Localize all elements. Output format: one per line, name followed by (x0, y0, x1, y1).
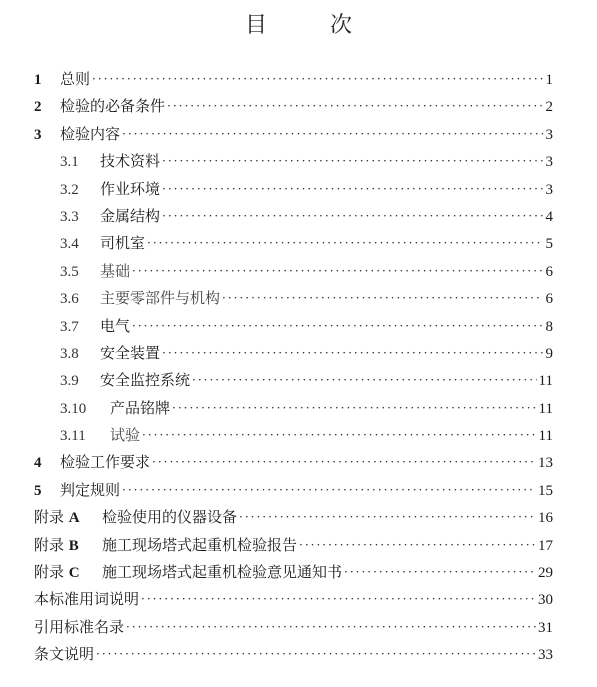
toc-entry-page: 4 (545, 208, 553, 225)
toc-entry-appendix-c[interactable] (0, 561, 597, 588)
toc-entry-label: 引用标准名录 (34, 617, 125, 636)
toc-entry-number: 3.5 (60, 263, 79, 280)
toc-entry-explanation[interactable] (0, 643, 597, 670)
toc-entry-appendix-b[interactable] (0, 534, 597, 561)
toc-entry-label: 技术资料 (100, 152, 161, 171)
toc-entry-page: 3 (545, 154, 553, 171)
toc-entry-page: 16 (538, 510, 553, 527)
toc-entry-label: 基础 (100, 261, 131, 280)
toc-entry-3-8[interactable] (0, 342, 597, 369)
toc-entry-label: 检验内容 (60, 124, 121, 143)
toc-entry-label: 电气 (100, 316, 131, 335)
dot-leader (344, 565, 536, 579)
toc-entry-3-5[interactable] (0, 260, 597, 287)
dot-leader (92, 72, 543, 86)
dot-leader (162, 154, 543, 168)
toc-entry-label: 司机室 (100, 234, 146, 253)
toc-entry-page: 11 (538, 400, 553, 417)
toc-entry-appendix-a[interactable] (0, 506, 597, 533)
toc-entry-number: 3.4 (60, 236, 79, 253)
toc-entry-3-2[interactable] (0, 178, 597, 205)
toc-entry-references[interactable] (0, 616, 597, 643)
toc-entry-page: 33 (538, 647, 553, 664)
toc-entry-3[interactable] (0, 123, 597, 150)
appendix-prefix: 附录 (34, 535, 65, 554)
toc-entry-page: 11 (538, 373, 553, 390)
toc-entry-number: 3.1 (60, 154, 79, 171)
toc-entry-3-10[interactable] (0, 397, 597, 424)
toc-entry-3-1[interactable] (0, 150, 597, 177)
toc-entry-5[interactable] (0, 479, 597, 506)
toc-entry-number: 2 (34, 99, 42, 116)
toc-entry-number: 3.8 (60, 345, 79, 362)
toc-entry-label: 判定规则 (60, 480, 121, 499)
toc-entry-page: 17 (538, 537, 553, 554)
dot-leader (122, 483, 536, 497)
dot-leader (122, 127, 543, 141)
dot-leader (126, 620, 536, 634)
toc-entry-label: 本标准用词说明 (34, 590, 140, 609)
toc-entry-number: 3.10 (60, 400, 87, 417)
toc-entry-2[interactable] (0, 95, 597, 122)
toc-entry-3-11[interactable] (0, 424, 597, 451)
appendix-prefix: 附录 (34, 563, 65, 582)
toc-entry-label: 总则 (60, 70, 91, 88)
toc-entry-3-3[interactable] (0, 205, 597, 232)
toc-entry-label: 施工现场塔式起重机检验意见通知书 (102, 563, 343, 582)
toc-entry-label: 检验工作要求 (60, 453, 151, 472)
toc-entry-page: 30 (538, 592, 553, 609)
toc-entry-label: 检验的必备条件 (60, 97, 166, 116)
toc-entry-page: 1 (545, 72, 553, 88)
toc-entry-number: 3 (34, 126, 42, 143)
dot-leader (152, 455, 536, 469)
toc-entry-page: 31 (538, 619, 553, 636)
toc-entry-number (34, 534, 102, 555)
appendix-letter: C (68, 565, 80, 582)
toc-entry-number: 3.11 (60, 428, 86, 445)
toc-entry-label: 作业环境 (100, 179, 161, 198)
toc-entry-label: 安全装置 (100, 343, 161, 362)
toc-entry-page: 3 (545, 126, 553, 143)
toc-entry-number: 3.3 (60, 208, 79, 225)
dot-leader (141, 592, 536, 606)
toc-entry-page: 11 (538, 428, 553, 445)
dot-leader (162, 346, 543, 360)
toc-entry-1[interactable] (0, 68, 597, 95)
toc-entry-page: 3 (545, 181, 553, 198)
appendix-letter: B (68, 537, 79, 554)
toc-entry-label: 检验使用的仪器设备 (102, 508, 238, 527)
toc-entry-page: 13 (538, 455, 553, 472)
toc-entry-3-6[interactable] (0, 287, 597, 314)
toc-entry-number: 3.7 (60, 318, 79, 335)
toc-entry-number: 1 (34, 72, 42, 88)
dot-leader (222, 291, 543, 305)
toc-entry-3-4[interactable] (0, 232, 597, 259)
dot-leader (192, 373, 537, 387)
toc-list (0, 68, 597, 671)
dot-leader (172, 401, 537, 415)
dot-leader (239, 510, 536, 524)
toc-entry-page: 15 (538, 482, 553, 499)
toc-title: 目 次 (245, 13, 380, 38)
toc-entry-page: 9 (545, 345, 553, 362)
toc-entry-label: 金属结构 (100, 206, 161, 225)
toc-entry-4[interactable] (0, 451, 597, 478)
appendix-prefix: 附录 (34, 508, 65, 527)
toc-entry-number (34, 561, 102, 582)
toc-entry-number (34, 506, 102, 527)
toc-entry-number: 3.6 (60, 291, 79, 308)
toc-entry-label: 条文说明 (34, 645, 95, 664)
toc-entry-3-9[interactable] (0, 369, 597, 396)
toc-entry-label: 施工现场塔式起重机检验报告 (102, 535, 298, 554)
dot-leader (167, 99, 543, 113)
toc-entry-page: 29 (538, 565, 553, 582)
toc-entry-3-7[interactable] (0, 315, 597, 342)
dot-leader (162, 209, 543, 223)
toc-entry-page: 8 (545, 318, 553, 335)
toc-entry-wording[interactable] (0, 588, 597, 615)
dot-leader (147, 236, 543, 250)
toc-entry-number: 5 (34, 482, 42, 499)
toc-entry-page: 6 (545, 291, 553, 308)
toc-entry-label: 试验 (110, 426, 141, 445)
dot-leader (132, 264, 543, 278)
dot-leader (162, 182, 543, 196)
dot-leader (96, 647, 536, 661)
dot-leader (142, 428, 537, 442)
toc-entry-page: 6 (545, 263, 553, 280)
toc-entry-number: 3.9 (60, 373, 79, 390)
toc-entry-label: 产品铭牌 (110, 398, 171, 417)
dot-leader (132, 319, 543, 333)
toc-entry-number: 3.2 (60, 181, 79, 198)
toc-entry-page: 5 (545, 236, 553, 253)
dot-leader (299, 538, 536, 552)
toc-entry-number: 4 (34, 455, 42, 472)
toc-entry-page: 2 (545, 99, 553, 116)
toc-entry-label: 安全监控系统 (100, 371, 191, 390)
appendix-letter: A (68, 510, 80, 527)
toc-entry-label: 主要零部件与机构 (100, 289, 221, 308)
